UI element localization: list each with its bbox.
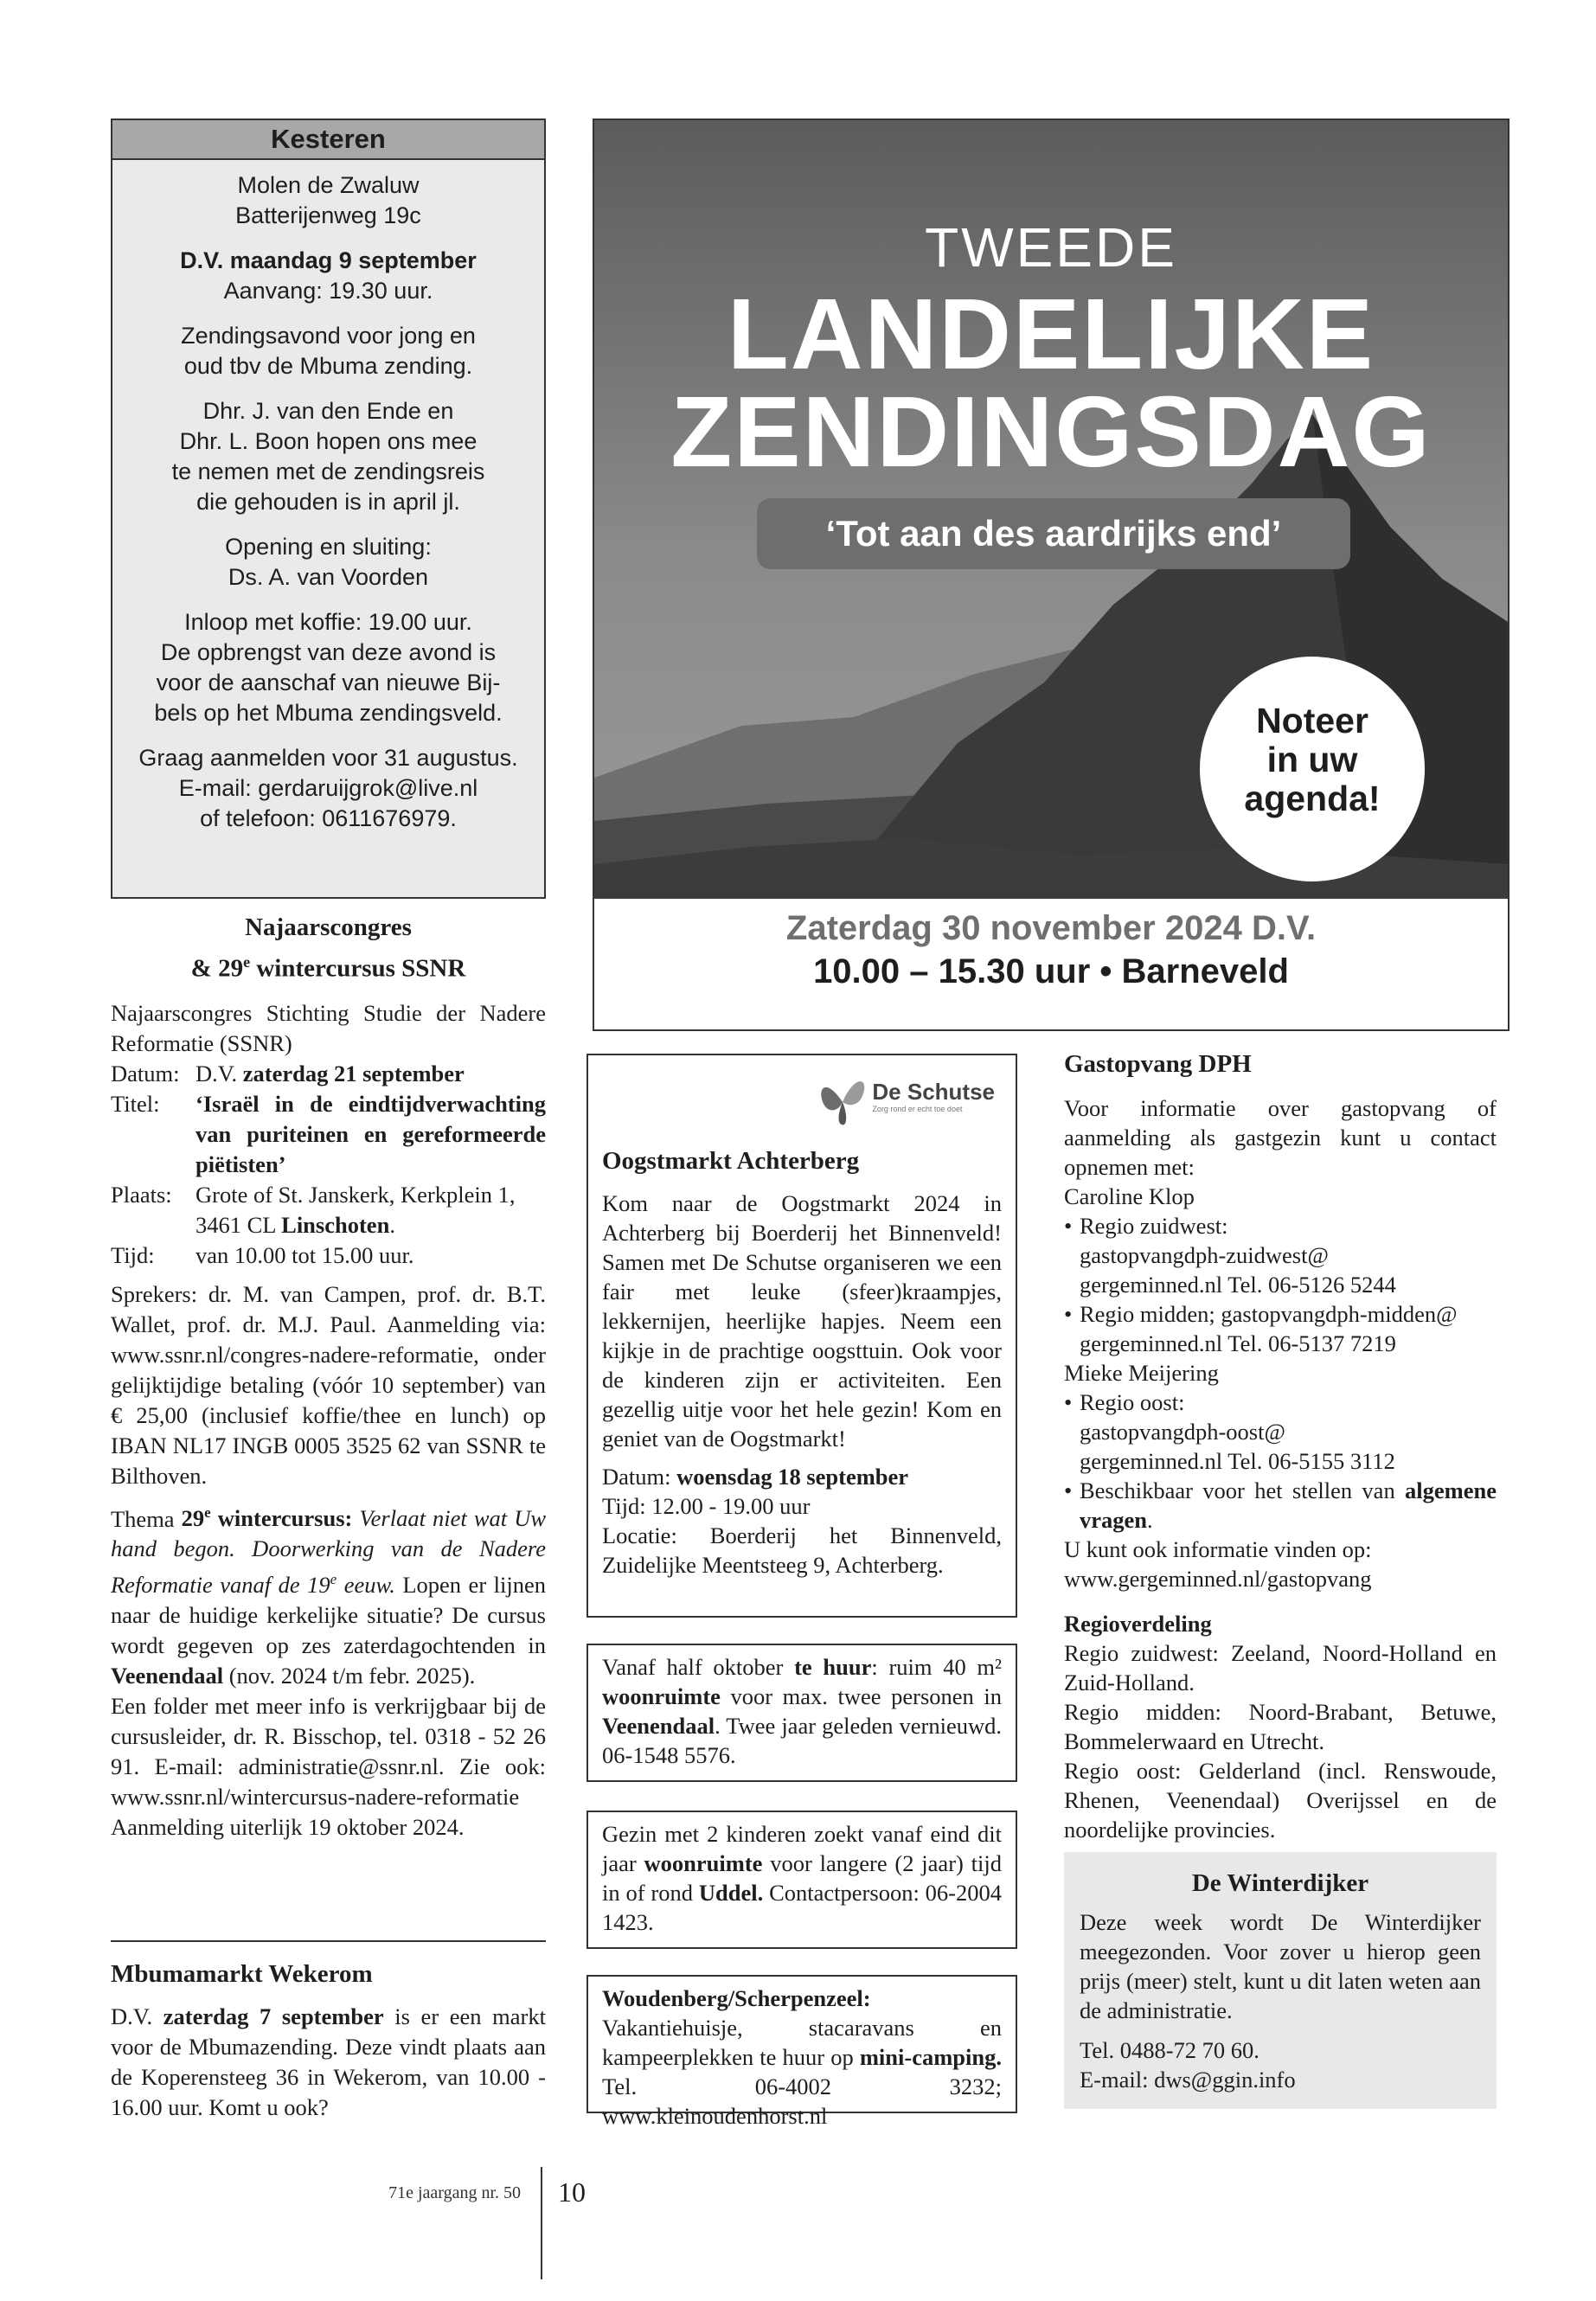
kesteren-line: Zendingsavond voor jong en — [181, 323, 476, 349]
poster-line-zendingsdag: ZENDINGSDAG — [670, 375, 1432, 488]
mbumamarkt-body — [111, 2002, 546, 2123]
woudenberg-bold: mini-camping. — [859, 2044, 1002, 2070]
classified-te-huur — [586, 1644, 1017, 1782]
ssnr-thema-num: 29 — [181, 1505, 205, 1532]
poster-date: Zaterdag 30 november 2024 D.V. — [785, 909, 1317, 947]
bullet-line: gergeminned.nl Tel. 06-5126 5244 — [1080, 1272, 1396, 1298]
mbumamarkt-article — [111, 1957, 546, 2130]
ssnr-datum-pre: D.V. — [195, 1060, 243, 1086]
kesteren-inloop — [125, 607, 532, 728]
kesteren-line: of telefoon: 0611676979. — [200, 805, 457, 831]
regio-midden-text — [1080, 1299, 1458, 1358]
oogstmarkt-title: Oogstmarkt Achterberg — [602, 1147, 860, 1175]
kesteren-line: Batterijenweg 19c — [235, 202, 421, 228]
kesteren-line: oud tbv de Mbuma zending. — [183, 353, 473, 379]
huur-bold: te huur — [794, 1654, 872, 1680]
oogstmarkt-body: Kom naar de Oogstmarkt 2024 in Achterberg bij Boerderij het Binnenveld! Samen met De Schutse organiseren we een fair met leuke (sfeer)kraampjes, lekkernijen, heerlijke hapjes. Neem een kijkje in de prachtige oogsttuin. Ook voor de kinderen zijn er activiteiten. Een gezellig uitje voor het hele gezin! Kom en geniet van de Oogstmarkt! — [602, 1190, 1002, 1452]
ssnr-thema-pre: Thema — [111, 1505, 182, 1532]
de-schutse-logo — [602, 1067, 995, 1135]
bullet-line: Regio zuidwest: — [1080, 1213, 1228, 1239]
ssnr-thema — [111, 1498, 546, 1692]
winterdijker-title: De Winterdijker — [1191, 1869, 1369, 1897]
poster-time-location: 10.00 – 15.30 uur • Barneveld — [813, 952, 1289, 990]
oogstmarkt-locatie: Locatie: Boerderij het Binnenveld, Zuidelijke Meentsteeg 9, Achterberg. — [602, 1522, 1002, 1578]
kesteren-line: De opbrengst van deze avond is — [160, 639, 497, 665]
winterdijker-email: E-mail: dws@ggin.info — [1080, 2067, 1296, 2093]
bullet-line: gastopvangdph-zuidwest@ — [1080, 1242, 1329, 1268]
kesteren-location — [125, 170, 532, 231]
ssnr-plaats-post: . — [389, 1211, 395, 1238]
kesteren-line: E-mail: gerdaruijgrok@live.nl — [178, 775, 478, 801]
ssnr-plaats-bold: Linschoten — [281, 1211, 390, 1238]
gezin-text: Gezin met 2 kinderen zoekt vanaf eind dit jaar — [602, 1821, 1002, 1876]
oogstmarkt-tijd: Tijd: 12.00 - 19.00 uur — [602, 1493, 811, 1519]
mbumamarkt-date: zaterdag 7 september — [163, 2003, 384, 2029]
poster-tagline: ‘Tot aan des aardrijks end’ — [757, 498, 1350, 569]
ssnr-sprekers: Sprekers: dr. M. van Campen, prof. dr. B.T. Wallet, prof. dr. M.J. Paul. Aanmelding via: www.ssnr.nl/congres-nadere-reformatie, onder gelijktijdige betaling (vóór 10 september) van € 25,00 (inclusief koffie/thee en lunch) op IBAN NL17 INGB 0005 3525 62 van SSNR te Bilthoven. — [111, 1280, 546, 1489]
oogstmarkt-box — [586, 1054, 1017, 1618]
kesteren-line: die gehouden is in april jl. — [196, 489, 460, 515]
kesteren-line: Ds. A. van Voorden — [228, 564, 429, 590]
kesteren-opening — [125, 532, 532, 593]
kesteren-box — [111, 119, 546, 899]
regio-zuidwest-text — [1080, 1211, 1396, 1299]
regioverdeling-title: Regioverdeling — [1064, 1611, 1212, 1637]
section-divider — [111, 1940, 546, 1942]
ssnr-aanmelding: Aanmelding uiterlijk 19 oktober 2024. — [111, 1814, 465, 1841]
huur-text: . Twee jaar geleden vernieuwd. 06-1548 5576. — [602, 1713, 1002, 1768]
contact-person-2: Mieke Meijering — [1064, 1360, 1219, 1386]
huur-text: Vanaf half oktober — [602, 1654, 795, 1680]
ssnr-plaats-row — [111, 1180, 546, 1240]
regio-midden-item — [1064, 1299, 1497, 1358]
ssnr-title — [111, 910, 546, 986]
ssnr-title-sup: e — [243, 953, 251, 971]
contact-person-1: Caroline Klop — [1064, 1183, 1195, 1209]
gastopvang-info: U kunt ook informatie vinden op: — [1064, 1536, 1372, 1562]
footer-divider — [541, 2167, 542, 2279]
agenda-badge-line: Noteer — [1256, 701, 1368, 740]
kesteren-line: Graag aanmelden voor 31 augustus. — [138, 745, 518, 771]
kesteren-contact — [125, 743, 532, 834]
kesteren-speakers — [125, 396, 532, 517]
kesteren-line: Dhr. L. Boon hopen ons mee — [179, 428, 478, 454]
ssnr-datum-label: Datum: — [111, 1060, 180, 1086]
huur-bold: Veenendaal — [602, 1713, 715, 1739]
bullet-bold: algemene vragen — [1080, 1477, 1497, 1533]
classified-woudenberg — [586, 1975, 1017, 2129]
bullet-icon: • — [1064, 1301, 1073, 1327]
ssnr-datum-bold: zaterdag 21 september — [242, 1060, 465, 1086]
bullet-line: gastopvangdph-oost@ — [1080, 1419, 1285, 1445]
regioverdeling-midden: Regio midden: Noord-Brabant, Betuwe, Bommelerwaard en Utrecht. — [1064, 1699, 1497, 1754]
agenda-badge — [1200, 657, 1425, 881]
ssnr-tijd-label: Tijd: — [111, 1241, 155, 1268]
oogstmarkt-datum-label: Datum: — [602, 1464, 677, 1490]
ssnr-title-text: & 29 — [190, 954, 244, 983]
ssnr-titel-value: ‘Israël in de eindtijdverwachting van puriteinen en gereformeerde piëtisten’ — [195, 1090, 546, 1177]
bullet-line: Regio midden; gastopvangdph-midden@ — [1080, 1301, 1458, 1327]
ssnr-thema-italic: Verlaat niet wat Uw hand begon. Doorwerking van de Nadere Reformatie vanaf de 19 — [111, 1505, 547, 1599]
kesteren-line: D.V. maandag 9 september — [180, 247, 477, 273]
bullet-icon: • — [1064, 1389, 1073, 1415]
ssnr-intro: Najaarscongres Stichting Studie der Nadere Reformatie (SSNR) — [111, 999, 546, 1056]
gezin-text: voor langere (2 jaar) tijd in of rond — [602, 1850, 1002, 1906]
regio-zuidwest-item — [1064, 1211, 1497, 1299]
oogstmarkt-datum-value: woensdag 18 september — [676, 1464, 909, 1490]
kesteren-line: bels op het Mbuma zendingsveld. — [154, 700, 503, 726]
ssnr-folder: Een folder met meer info is verkrijgbaar bij de cursusleider, dr. R. Bisschop, tel. 0318 - 52 26 91. E-mail: administratie@ssnr.nl. Zie ook: www.ssnr.nl/wintercursus-nadere-reformatie — [111, 1693, 546, 1811]
oogstmarkt-datum — [602, 1462, 1002, 1491]
regioverdeling-zuidwest: Regio zuidwest: Zeeland, Noord-Holland en Zuid-Holland. — [1064, 1640, 1497, 1695]
ssnr-thema-dates: (nov. 2024 t/m febr. 2025). — [223, 1663, 476, 1689]
poster-line-landelijke: LANDELIJKE — [727, 278, 1375, 390]
bullet-line: Beschikbaar voor het stellen van — [1080, 1477, 1406, 1503]
bullet-icon: • — [1064, 1477, 1073, 1503]
ssnr-datum-row — [111, 1059, 546, 1089]
bullet-line: gergeminned.nl Tel. 06-5137 7219 — [1080, 1330, 1396, 1356]
regio-oost-item — [1064, 1388, 1497, 1476]
ssnr-article — [111, 910, 546, 1849]
woudenberg-text: Vakantiehuisje, stacaravans en kampeerplekken te huur op — [602, 2015, 1002, 2070]
bullet-icon: • — [1064, 1213, 1073, 1239]
ssnr-thema-bold: wintercursus: — [210, 1505, 353, 1532]
poster-line-tweede: TWEEDE — [925, 216, 1177, 279]
huur-text: : ruim 40 m² — [871, 1654, 1002, 1680]
gezin-text: Contactpersoon: 06-2004 1423. — [602, 1880, 1002, 1935]
classified-gezin — [586, 1811, 1017, 1949]
kesteren-line: Inloop met koffie: 19.00 uur. — [184, 609, 472, 635]
regioverdeling-oost: Regio oost: Gelderland (incl. Renswoude, Rhenen, Veenendaal) Overijssel en de noordelijke provincies. — [1064, 1758, 1497, 1843]
ssnr-thema-place: Veenendaal — [111, 1663, 224, 1689]
regio-oost-text — [1080, 1388, 1395, 1476]
agenda-badge-line: in uw — [1266, 740, 1358, 779]
huur-text: voor max. twee personen in — [720, 1683, 1002, 1709]
mbumamarkt-pre: D.V. — [111, 2003, 163, 2029]
ssnr-thema-rest: Lopen er lijnen naar de huidige kerkelijke situatie? De cursus wordt gegeven op zes zaterdagochtenden in — [111, 1572, 547, 1659]
poster-background — [594, 120, 1508, 899]
woudenberg-text: Tel. 06-4002 3232; www.kleinoudenhorst.nl — [602, 2073, 1002, 2129]
kesteren-description — [125, 321, 532, 381]
gastopvang-article — [1064, 1047, 1497, 1844]
butterfly-logo-icon — [817, 1067, 869, 1128]
ssnr-thema-sup: e — [204, 1504, 211, 1522]
ssnr-tijd-value: van 10.00 tot 15.00 uur. — [195, 1241, 414, 1268]
ssnr-titel-row — [111, 1089, 546, 1180]
logo-tagline: Zorg rond er echt toe doet — [872, 1105, 963, 1113]
huur-bold: woonruimte — [602, 1683, 721, 1709]
mbumamarkt-title: Mbumamarkt Wekerom — [111, 1960, 373, 1988]
ssnr-title-text: wintercursus SSNR — [250, 954, 466, 983]
ssnr-tijd-row — [111, 1240, 546, 1271]
logo-name: De Schutse — [872, 1079, 995, 1105]
kesteren-title: Kesteren — [112, 120, 544, 160]
winterdijker-body: Deze week wordt De Winterdijker meegezonden. Voor zover u hierop geen prijs (meer) stelt, kunt u dit laten weten aan de administratie. — [1080, 1909, 1481, 2023]
page-number: 10 — [558, 2176, 586, 2208]
kesteren-line: voor de aanschaf van nieuwe Bij- — [156, 670, 501, 695]
agenda-badge-line: agenda! — [1244, 779, 1381, 818]
bullet-line: Regio oost: — [1080, 1389, 1185, 1415]
gezin-bold: woonruimte — [644, 1850, 763, 1876]
ssnr-plaats-pre: Grote of St. Janskerk, Kerkplein 1, 3461 CL — [195, 1181, 516, 1238]
gezin-bold: Uddel. — [698, 1880, 764, 1906]
ssnr-plaats-value — [195, 1180, 546, 1240]
woudenberg-bold: Woudenberg/Scherpenzeel: — [602, 1985, 871, 2011]
kesteren-line: Aanvang: 19.30 uur. — [223, 278, 433, 304]
kesteren-line: te nemen met de zendingsreis — [171, 458, 485, 484]
mbumamarkt-rest: is er een markt voor de Mbumazending. Deze vindt plaats aan de Koperensteeg 36 in Wekerom, van 10.00 - 16.00 uur. Komt u ook? — [111, 2003, 546, 2120]
ssnr-plaats-label: Plaats: — [111, 1181, 172, 1208]
algemene-vragen-text — [1080, 1476, 1497, 1535]
gastopvang-title: Gastopvang DPH — [1064, 1050, 1252, 1078]
zendingsdag-poster — [593, 119, 1509, 1031]
kesteren-date — [125, 246, 532, 306]
kesteren-line: Dhr. J. van den Ende en — [202, 398, 454, 424]
winterdijker-tel: Tel. 0488-72 70 60. — [1080, 2037, 1259, 2063]
ssnr-thema-italic-sup: e — [330, 1571, 337, 1588]
ssnr-datum-value — [195, 1059, 546, 1089]
kesteren-line: Molen de Zwaluw — [237, 172, 420, 198]
footer-issue: 71e jaargang nr. 50 — [388, 2183, 521, 2202]
kesteren-body — [112, 160, 544, 834]
ssnr-titel-label: Titel: — [111, 1090, 160, 1117]
gastopvang-intro: Voor informatie over gastopvang of aanmelding als gastgezin kunt u contact opnemen met: — [1064, 1095, 1497, 1180]
kesteren-line: Opening en sluiting: — [225, 534, 432, 560]
gastopvang-url[interactable]: www.gergeminned.nl/gastopvang — [1064, 1566, 1372, 1592]
ssnr-thema-italic-end: eeuw. — [337, 1572, 395, 1599]
algemene-vragen-item — [1064, 1476, 1497, 1535]
winterdijker-box — [1064, 1852, 1497, 2109]
ssnr-title-line1: Najaarscongres — [245, 913, 412, 941]
bullet-line: . — [1147, 1507, 1153, 1533]
bullet-line: gergeminned.nl Tel. 06-5155 3112 — [1080, 1448, 1395, 1474]
